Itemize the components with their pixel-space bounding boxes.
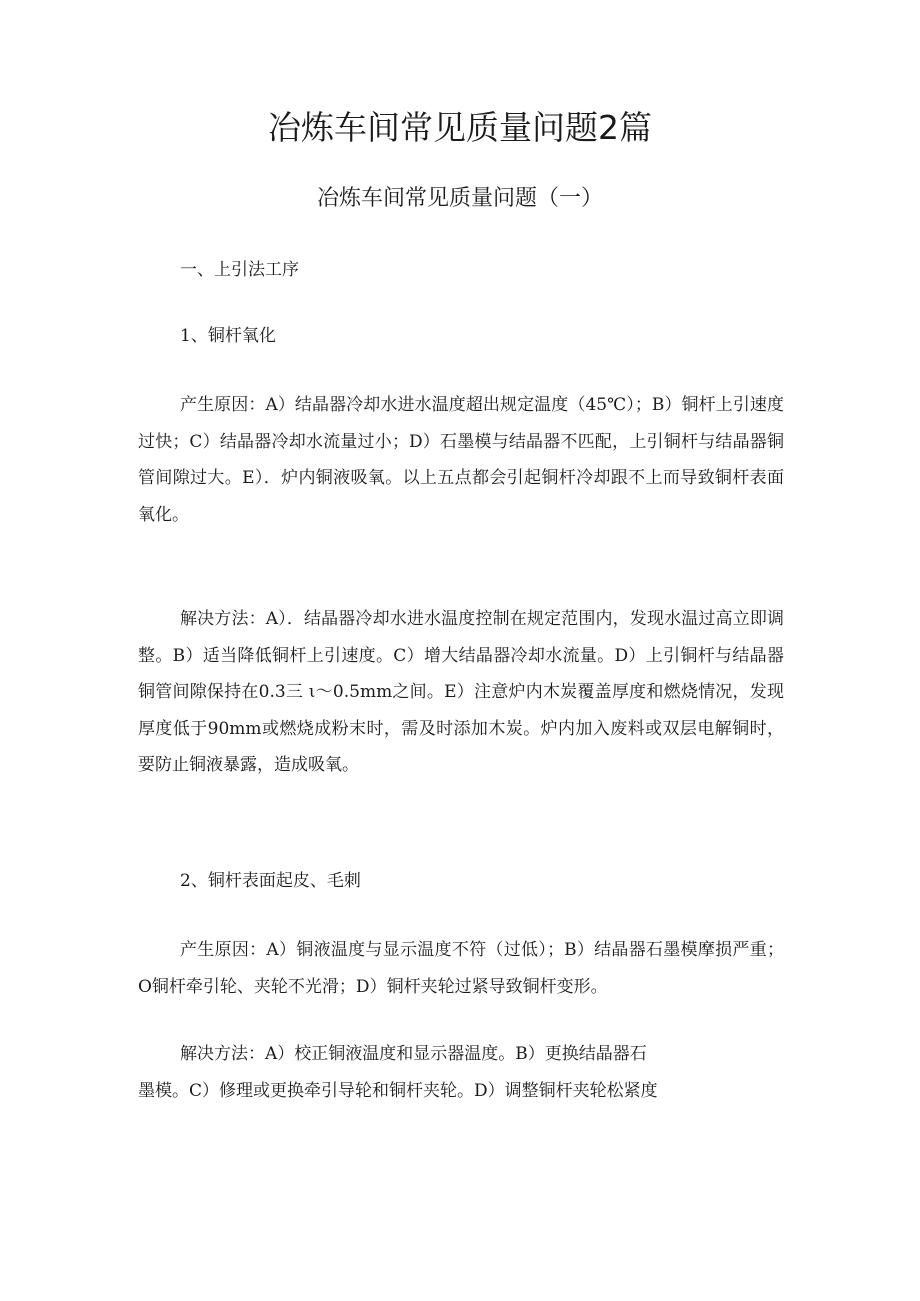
oxidation-solution-paragraph: 解决方法：A）．结晶器冷却水进水温度控制在规定范围内，发现水温过高立即调整。B）适当降低铜杆上引速度。C）增大结晶器冷却水流量。D）上引铜杆与结晶器铜管间隙保持在0.3三 ι～0.5mm之间。E）注意炉内木炭覆盖厚度和燃烧情况，发现厚度低于90mm或燃烧成粉末时，需及时添加木炭。炉内加入废料或双层电解铜时，要防止铜液暴露，造成吸氧。 <box>138 609 784 775</box>
peeling-cause-paragraph: 产生原因：A）铜液温度与显示温度不符（过低）；B）结晶器石墨模摩损严重；O铜杆牵引轮、夹轮不光滑；D）铜杆夹轮过紧导致铜杆变形。 <box>138 940 784 997</box>
section-heading: 一、上引法工序 <box>180 260 299 280</box>
peeling-solution-line-1: 解决方法：A）校正铜液温度和显示器温度。B）更换结晶器石 <box>180 1044 647 1064</box>
peeling-solution-paragraph <box>138 1036 784 1109</box>
item-heading-oxidation: 1、铜杆氧化 <box>180 326 276 346</box>
oxidation-cause-paragraph: 产生原因：A）结晶器冷却水进水温度超出规定温度（45℃）；B）铜杆上引速度过快；C）结晶器冷却水流量过小；D）石墨模与结晶器不匹配，上引铜杆与结晶器铜管间隙过大。E）．炉内铜液吸氧。以上五点都会引起铜杆冷却跟不上而导致铜杆表面氧化。 <box>138 395 784 525</box>
document-title: 冶炼车间常见质量问题2篇 <box>268 108 652 147</box>
item-heading-peeling-burrs: 2、铜杆表面起皮、毛刺 <box>180 871 361 891</box>
peeling-solution-line-2: 墨模。C）修理或更换牵引导轮和铜杆夹轮。D）调整铜杆夹轮松紧度 <box>138 1080 658 1101</box>
document-subtitle: 冶炼车间常见质量问题（一） <box>316 186 603 211</box>
